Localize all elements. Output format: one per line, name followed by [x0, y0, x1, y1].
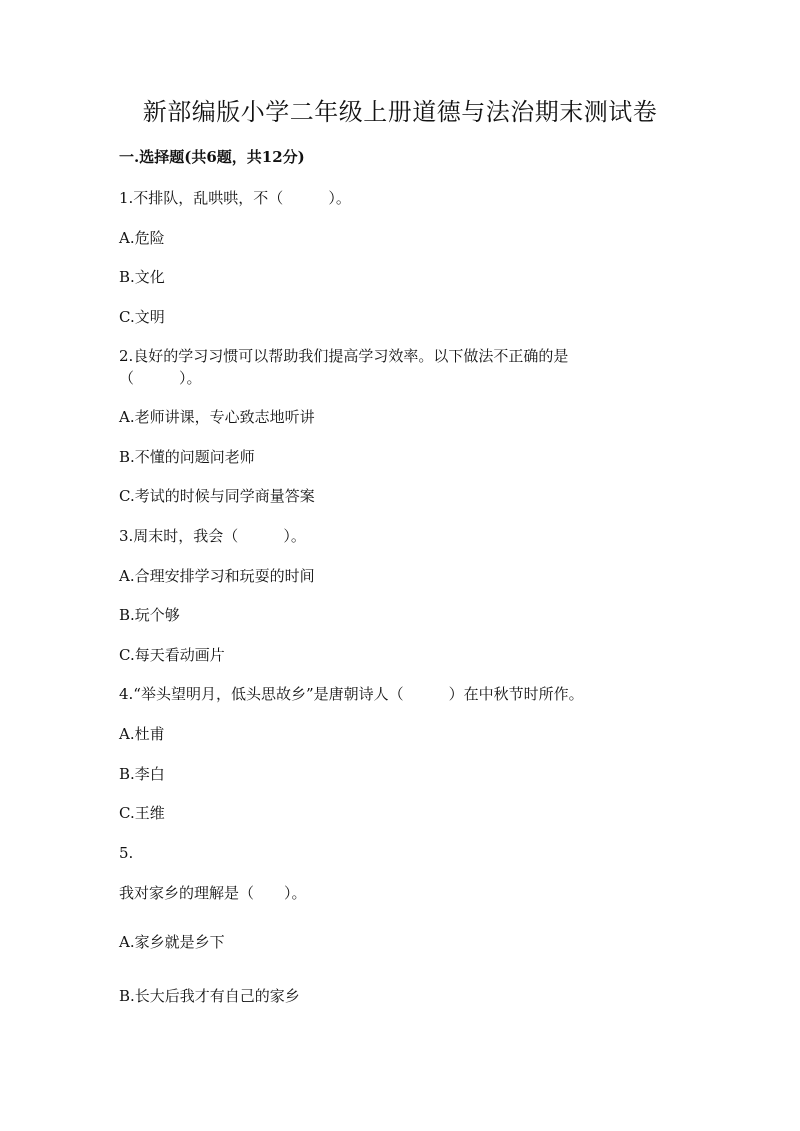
- question-1-option-a: A.危险: [119, 229, 165, 247]
- question-2-option-b: B.不懂的问题问老师: [119, 448, 255, 466]
- question-5-stem: 我对家乡的理解是（ ）。: [119, 884, 307, 902]
- question-5-number: 5.: [119, 844, 134, 862]
- question-3-option-c: C.每天看动画片: [119, 646, 225, 664]
- question-2-stem-line-1: 2.良好的学习习惯可以帮助我们提高学习效率。以下做法不正确的是: [119, 347, 569, 365]
- question-2-stem-line-2: （ ）。: [119, 369, 202, 387]
- question-4-option-b: B.李白: [119, 765, 165, 783]
- question-4-stem: 4.“举头望明月，低头思故乡”是唐朝诗人（ ）在中秋节时所作。: [119, 685, 584, 703]
- question-1-option-b: B.文化: [119, 268, 165, 286]
- page-title: 新部编版小学二年级上册道德与法治期末测试卷: [142, 98, 658, 126]
- question-2-option-a: A.老师讲课，专心致志地听讲: [119, 408, 315, 426]
- question-1-option-c: C.文明: [119, 308, 165, 326]
- question-2-option-c: C.考试的时候与同学商量答案: [119, 487, 315, 505]
- section-heading: 一.选择题(共6题，共12分): [119, 148, 305, 166]
- question-3-option-b: B.玩个够: [119, 606, 180, 624]
- question-1-stem: 1.不排队，乱哄哄，不（ ）。: [119, 189, 351, 207]
- question-3-stem: 3.周末时，我会（ ）。: [119, 527, 306, 545]
- question-3-option-a: A.合理安排学习和玩耍的时间: [119, 567, 315, 585]
- question-5-option-a: A.家乡就是乡下: [119, 933, 225, 951]
- question-5-option-b: B.长大后我才有自己的家乡: [119, 987, 300, 1005]
- question-4-option-a: A.杜甫: [119, 725, 165, 743]
- question-4-option-c: C.王维: [119, 804, 165, 822]
